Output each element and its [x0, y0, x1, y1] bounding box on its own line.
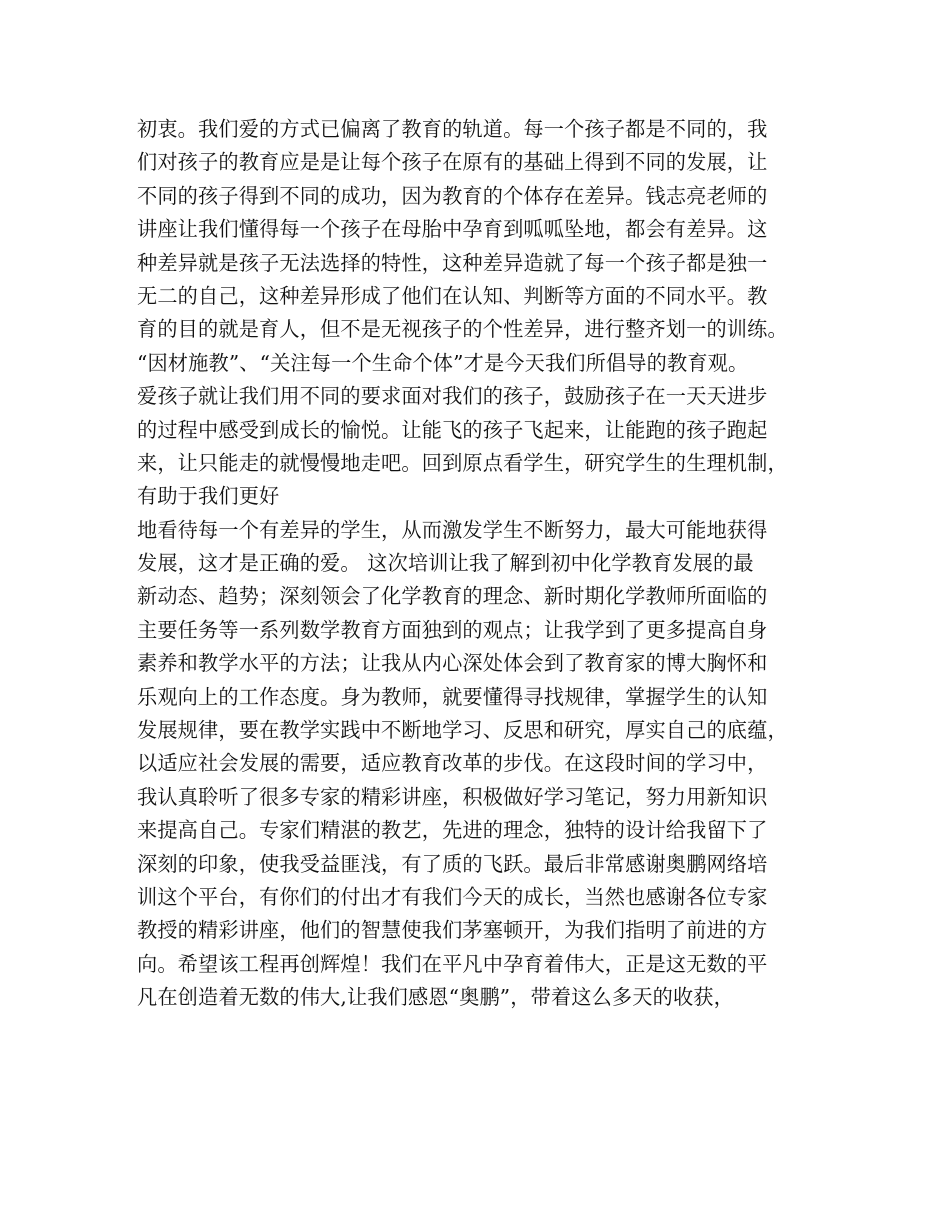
text-line: 们对孩子的教育应是是让每个孩子在原有的基础上得到不同的发展，让	[137, 150, 768, 175]
text-line: 新动态、趋势；深刻领会了化学教育的理念、新时期化学教师所面临的	[137, 584, 768, 609]
text-line: 地看待每一个有差异的学生，从而激发学生不断努力，最大可能地获得	[137, 517, 768, 542]
body-text	[137, 113, 817, 1015]
text-line: 的过程中感受到成长的愉悦。让能飞的孩子飞起来，让能跑的孩子跑起	[137, 417, 768, 442]
text-line: 乐观向上的工作态度。身为教师，就要懂得寻找规律，掌握学生的认知	[137, 684, 768, 709]
text-line: 来，让只能走的就慢慢地走吧。回到原点看学生，研究学生的生理机制，	[137, 450, 788, 475]
text-line: 深刻的印象，使我受益匪浅，有了质的飞跃。最后非常感谢奥鹏网络培	[137, 851, 768, 876]
text-line: 无二的自己，这种差异形成了他们在认知、判断等方面的不同水平。教	[137, 283, 768, 308]
text-line: 有助于我们更好	[137, 484, 280, 509]
text-line: 素养和教学水平的方法；让我从内心深处体会到了教育家的博大胸怀和	[137, 651, 768, 676]
text-line: 种差异就是孩子无法选择的特性，这种差异造就了每一个孩子都是独一	[137, 250, 768, 275]
text-line: 爱孩子就让我们用不同的要求面对我们的孩子，鼓励孩子在一天天进步	[137, 384, 768, 409]
text-line: 凡在创造着无数的伟大,让我们感恩“奥鹏”，带着这么多天的收获，	[137, 985, 734, 1010]
text-line: 来提高自己。专家们精湛的教艺，先进的理念，独特的设计给我留下了	[137, 818, 768, 843]
text-line: 教授的精彩讲座，他们的智慧使我们茅塞顿开，为我们指明了前进的方	[137, 918, 768, 943]
text-line: 向。希望该工程再创辉煌！我们在平凡中孕育着伟大，正是这无数的平	[137, 951, 768, 976]
text-line: 讲座让我们懂得每一个孩子在母胎中孕育到呱呱坠地，都会有差异。这	[137, 217, 768, 242]
text-line: “因材施教”、“关注每一个生命个体”才是今天我们所倡导的教育观。	[137, 350, 749, 375]
text-line: 初衷。我们爱的方式已偏离了教育的轨道。每一个孩子都是不同的，我	[137, 117, 768, 141]
text-line: 以适应社会发展的需要，适应教育改革的步伐。在这段时间的学习中，	[137, 751, 768, 776]
text-line: 主要任务等一系列数学教育方面独到的观点；让我学到了更多提高自身	[137, 617, 768, 642]
text-line: 不同的孩子得到不同的成功，因为教育的个体存在差异。钱志亮老师的	[137, 183, 768, 208]
text-line: 我认真聆听了很多专家的精彩讲座，积极做好学习笔记，努力用新知识	[137, 784, 768, 809]
text-line: 发展规律，要在教学实践中不断地学习、反思和研究，厚实自己的底蕴，	[137, 718, 788, 743]
text-line: 发展，这才是正确的爱。 这次培训让我了解到初中化学教育发展的最	[137, 551, 754, 576]
text-line: 训这个平台，有你们的付出才有我们今天的成长，当然也感谢各位专家	[137, 884, 768, 909]
text-line: 育的目的就是育人，但不是无视孩子的个性差异，进行整齐划一的训练。	[137, 317, 788, 342]
